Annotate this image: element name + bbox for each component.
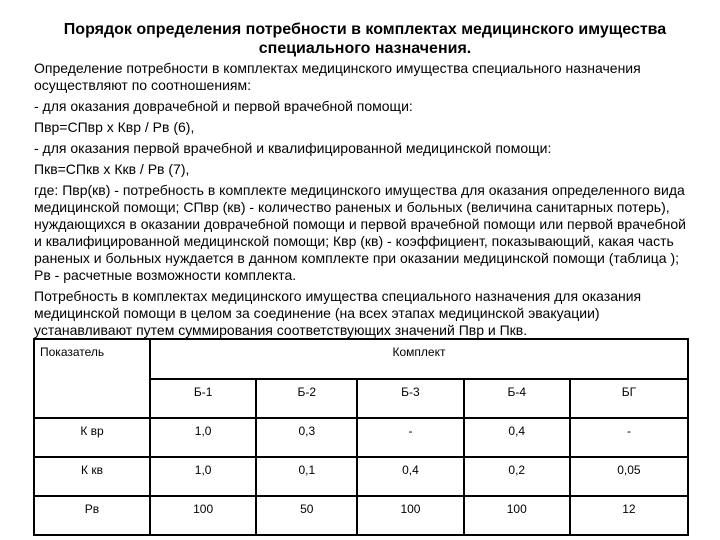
- table-cell: 0,4: [464, 418, 570, 457]
- paragraph-definitions: где: Пвр(кв) - потребность в комплекте медицинского имущества для оказания определенного вида медицинской помощи; СПвр (кв) - количество раненых и больных (величина санитарных потерь), нуждающихся в оказании доврачебной помощи и первой врачебной помощи или первой врачебной и квалифицированной медицинской помощи; Квр (кв) - коэффициент, показывающий, какая часть раненых и больных нуждается в данном комплекте при оказании медицинской помощи (таблица ); Рв - расчетные возможности комплекта.: [34, 182, 686, 283]
- table-row: [34, 418, 688, 457]
- table-cell: 100: [464, 496, 570, 535]
- paragraph-qualified: - для оказания первой врачебной и квалифицированной медицинской помощи:: [34, 140, 552, 156]
- table-cell: 1,0: [150, 457, 256, 496]
- table-cell: 0,3: [256, 418, 357, 457]
- table-row: [34, 496, 688, 535]
- row-label: К вр: [34, 418, 150, 457]
- table-cell: 50: [256, 496, 357, 535]
- coefficients-table: [33, 338, 689, 536]
- column-header: Б-4: [464, 379, 570, 418]
- paragraph-prehospital: - для оказания доврачебной и первой врачебной помощи:: [34, 98, 413, 114]
- column-header: Б-1: [150, 379, 256, 418]
- formula-6: Пвр=СПвр х Квр / Рв (6),: [34, 119, 195, 135]
- row-label: Рв: [34, 496, 150, 535]
- header-kit-group: Комплект: [150, 339, 688, 379]
- column-header: Б-2: [256, 379, 357, 418]
- table-cell: 1,0: [150, 418, 256, 457]
- header-indicator: Показатель: [34, 339, 150, 418]
- body-text: [34, 60, 694, 343]
- table-cell: -: [357, 418, 463, 457]
- table-cell: 0,05: [570, 457, 688, 496]
- table-row: [34, 457, 688, 496]
- page-title: Порядок определения потребности в комплектах медицинского имущества специального назначения.: [63, 21, 667, 57]
- table-cell: 0,2: [464, 457, 570, 496]
- row-label: К кв: [34, 457, 150, 496]
- table-cell: 100: [150, 496, 256, 535]
- table-header-row: [34, 339, 688, 379]
- paragraph-intro: Определение потребности в комплектах медицинского имущества специального назначения осуществляют по соотношениям:: [34, 60, 641, 93]
- paragraph-summary: Потребность в комплектах медицинского имущества специального назначения для оказания медицинской помощи в целом за соединение (на всех этапах медицинской эвакуации) устанавливают путем суммирования соответствующих значений Пвр и Пкв.: [34, 288, 642, 338]
- table-cell: 100: [357, 496, 463, 535]
- table-cell: 0,4: [357, 457, 463, 496]
- table-cell: 12: [570, 496, 688, 535]
- formula-7: Пкв=СПкв х Ккв / Рв (7),: [34, 161, 190, 177]
- column-header: БГ: [570, 379, 688, 418]
- column-header: Б-3: [357, 379, 463, 418]
- table-cell: -: [570, 418, 688, 457]
- table-cell: 0,1: [256, 457, 357, 496]
